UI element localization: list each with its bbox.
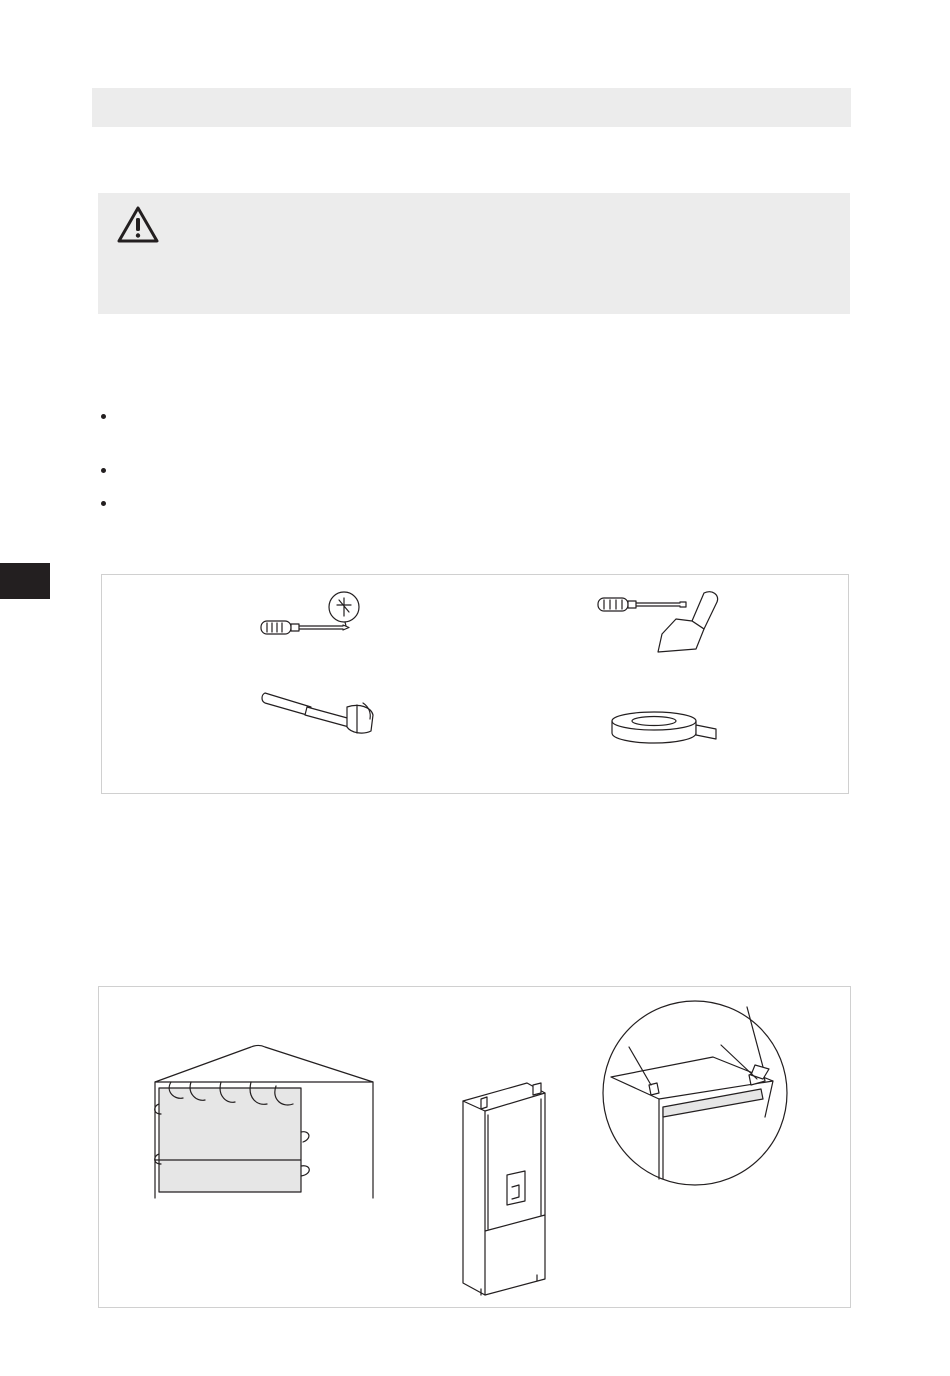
mallet-icon <box>259 685 379 737</box>
warning-triangle-icon <box>116 205 160 245</box>
unpacking-figures-panel <box>98 986 851 1308</box>
list-bullet <box>101 414 106 419</box>
list-bullet <box>101 468 106 473</box>
tape-roll-icon <box>610 709 722 745</box>
list-bullet <box>101 501 106 506</box>
tools-panel <box>101 574 849 794</box>
side-language-tab <box>0 563 50 599</box>
warning-panel <box>98 193 850 314</box>
fridge-full-figure <box>457 1079 557 1299</box>
flat-screwdriver-and-putty-knife-icon <box>596 589 726 659</box>
fridge-top-packaging-figure <box>151 1042 381 1202</box>
door-hinge-detail-figure <box>599 989 799 1194</box>
section-title-bar <box>92 88 851 127</box>
phillips-screwdriver-icon <box>257 583 367 643</box>
